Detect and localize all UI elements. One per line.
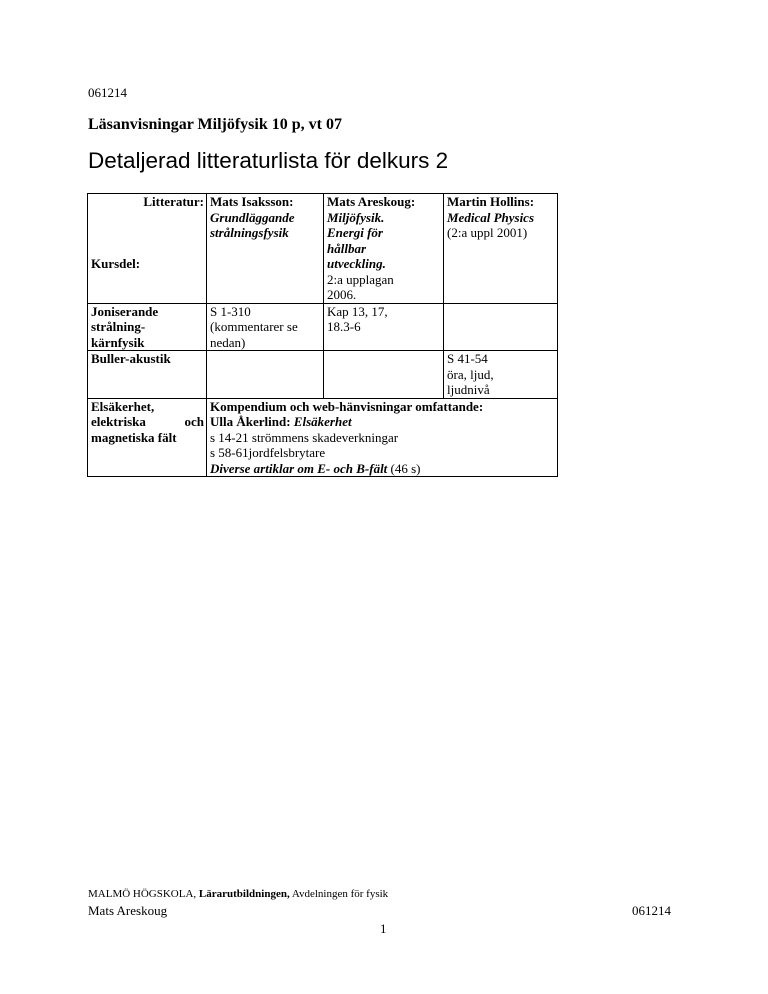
- reading-hollins: [444, 303, 558, 351]
- course-part-line: kärnfysik: [91, 334, 145, 350]
- reading-line: nedan): [210, 334, 246, 350]
- book-title-line: utveckling.: [327, 256, 386, 271]
- literature-label: Litteratur:: [143, 194, 204, 209]
- footer-university: MALMÖ HÖGSKOLA,: [88, 888, 199, 900]
- reading-line: s 58-61jordfelsbrytare: [210, 445, 326, 460]
- reading-line: Kap 13, 17,: [327, 303, 388, 319]
- course-part-line: Joniserande: [91, 303, 159, 319]
- course-part-line: Buller-akustik: [91, 351, 171, 366]
- book-title-line: strålningsfysik: [210, 225, 289, 240]
- book-edition-line: 2:a upplagan: [327, 271, 394, 287]
- corner-cell: [88, 194, 207, 304]
- corner-spacer: [91, 210, 204, 256]
- course-part-word: elektriska: [91, 414, 146, 429]
- reading-line: (kommentarer se: [210, 319, 298, 334]
- reading-isaksson: [207, 351, 324, 399]
- footer-date: 061214: [632, 903, 671, 918]
- table-row-elsakerhet: [88, 398, 558, 477]
- footer-department: Avdelningen för fysik: [289, 888, 389, 900]
- table-row-joniserande: [88, 303, 558, 351]
- course-part-line: magnetiska fält: [91, 429, 177, 445]
- book-author: Martin Hollins:: [447, 194, 535, 209]
- reference-title: Elsäkerhet: [293, 414, 352, 429]
- course-part-joniserande: [88, 303, 207, 351]
- table-row-buller: [88, 351, 558, 399]
- course-part-line: [91, 414, 204, 430]
- book-hollins: [444, 194, 558, 304]
- reference-author: Ulla Åkerlind:: [210, 414, 294, 429]
- book-title-line: Medical Physics: [447, 209, 535, 225]
- book-author: Mats Areskoug:: [327, 194, 416, 209]
- course-part-label: Kursdel:: [91, 255, 141, 271]
- book-author: Mats Isaksson:: [210, 194, 294, 209]
- course-part-line: strålning-: [91, 319, 146, 334]
- book-title-line: Miljöfysik.: [327, 209, 385, 225]
- reading-isaksson: [207, 303, 324, 351]
- book-areskoug: [324, 194, 444, 304]
- reading-areskoug: [324, 351, 444, 399]
- course-part-word: och: [184, 414, 204, 429]
- reference-title: Diverse artiklar om E- och B-fält: [210, 460, 388, 476]
- reading-line: S 1-310: [210, 303, 251, 319]
- reading-line: 18.3-6: [327, 319, 361, 334]
- course-part-elsakerhet: [88, 398, 207, 477]
- page-number: 1: [380, 921, 387, 936]
- footer-program: Lärarutbildningen,: [198, 888, 290, 900]
- reference-pages: (46 s): [387, 460, 421, 476]
- book-title-line: Energi för: [327, 225, 383, 240]
- table-row-header: [88, 194, 558, 304]
- reading-compendium: [207, 398, 558, 477]
- reference-line: [210, 461, 555, 477]
- document-title: Detaljerad litteraturlista för delkurs 2: [88, 148, 449, 173]
- course-part-buller: [88, 351, 207, 399]
- reading-line: öra, ljud,: [447, 366, 494, 382]
- document-subtitle: Läsanvisningar Miljöfysik 10 p, vt 07: [88, 116, 342, 133]
- book-title-line: hållbar: [327, 240, 367, 256]
- reference-line: [210, 414, 555, 430]
- reading-line: ljudnivå: [447, 382, 490, 397]
- course-part-line: Elsäkerhet,: [91, 398, 155, 414]
- book-edition-line: 2006.: [327, 287, 357, 302]
- header-date: 061214: [88, 85, 127, 100]
- reading-line: s 14-21 strömmens skadeverkningar: [210, 429, 399, 445]
- footer-institution: [88, 888, 388, 900]
- compendium-heading: Kompendium och web-hänvisningar omfattande:: [210, 398, 484, 414]
- book-title-line: Grundläggande: [210, 209, 295, 225]
- literature-table: [87, 193, 558, 477]
- book-edition-line: (2:a uppl 2001): [447, 225, 528, 240]
- book-isaksson: [207, 194, 324, 304]
- footer-author: Mats Areskoug: [88, 903, 168, 918]
- reading-line: S 41-54: [447, 351, 488, 366]
- reading-areskoug: [324, 303, 444, 351]
- reading-hollins: [444, 351, 558, 399]
